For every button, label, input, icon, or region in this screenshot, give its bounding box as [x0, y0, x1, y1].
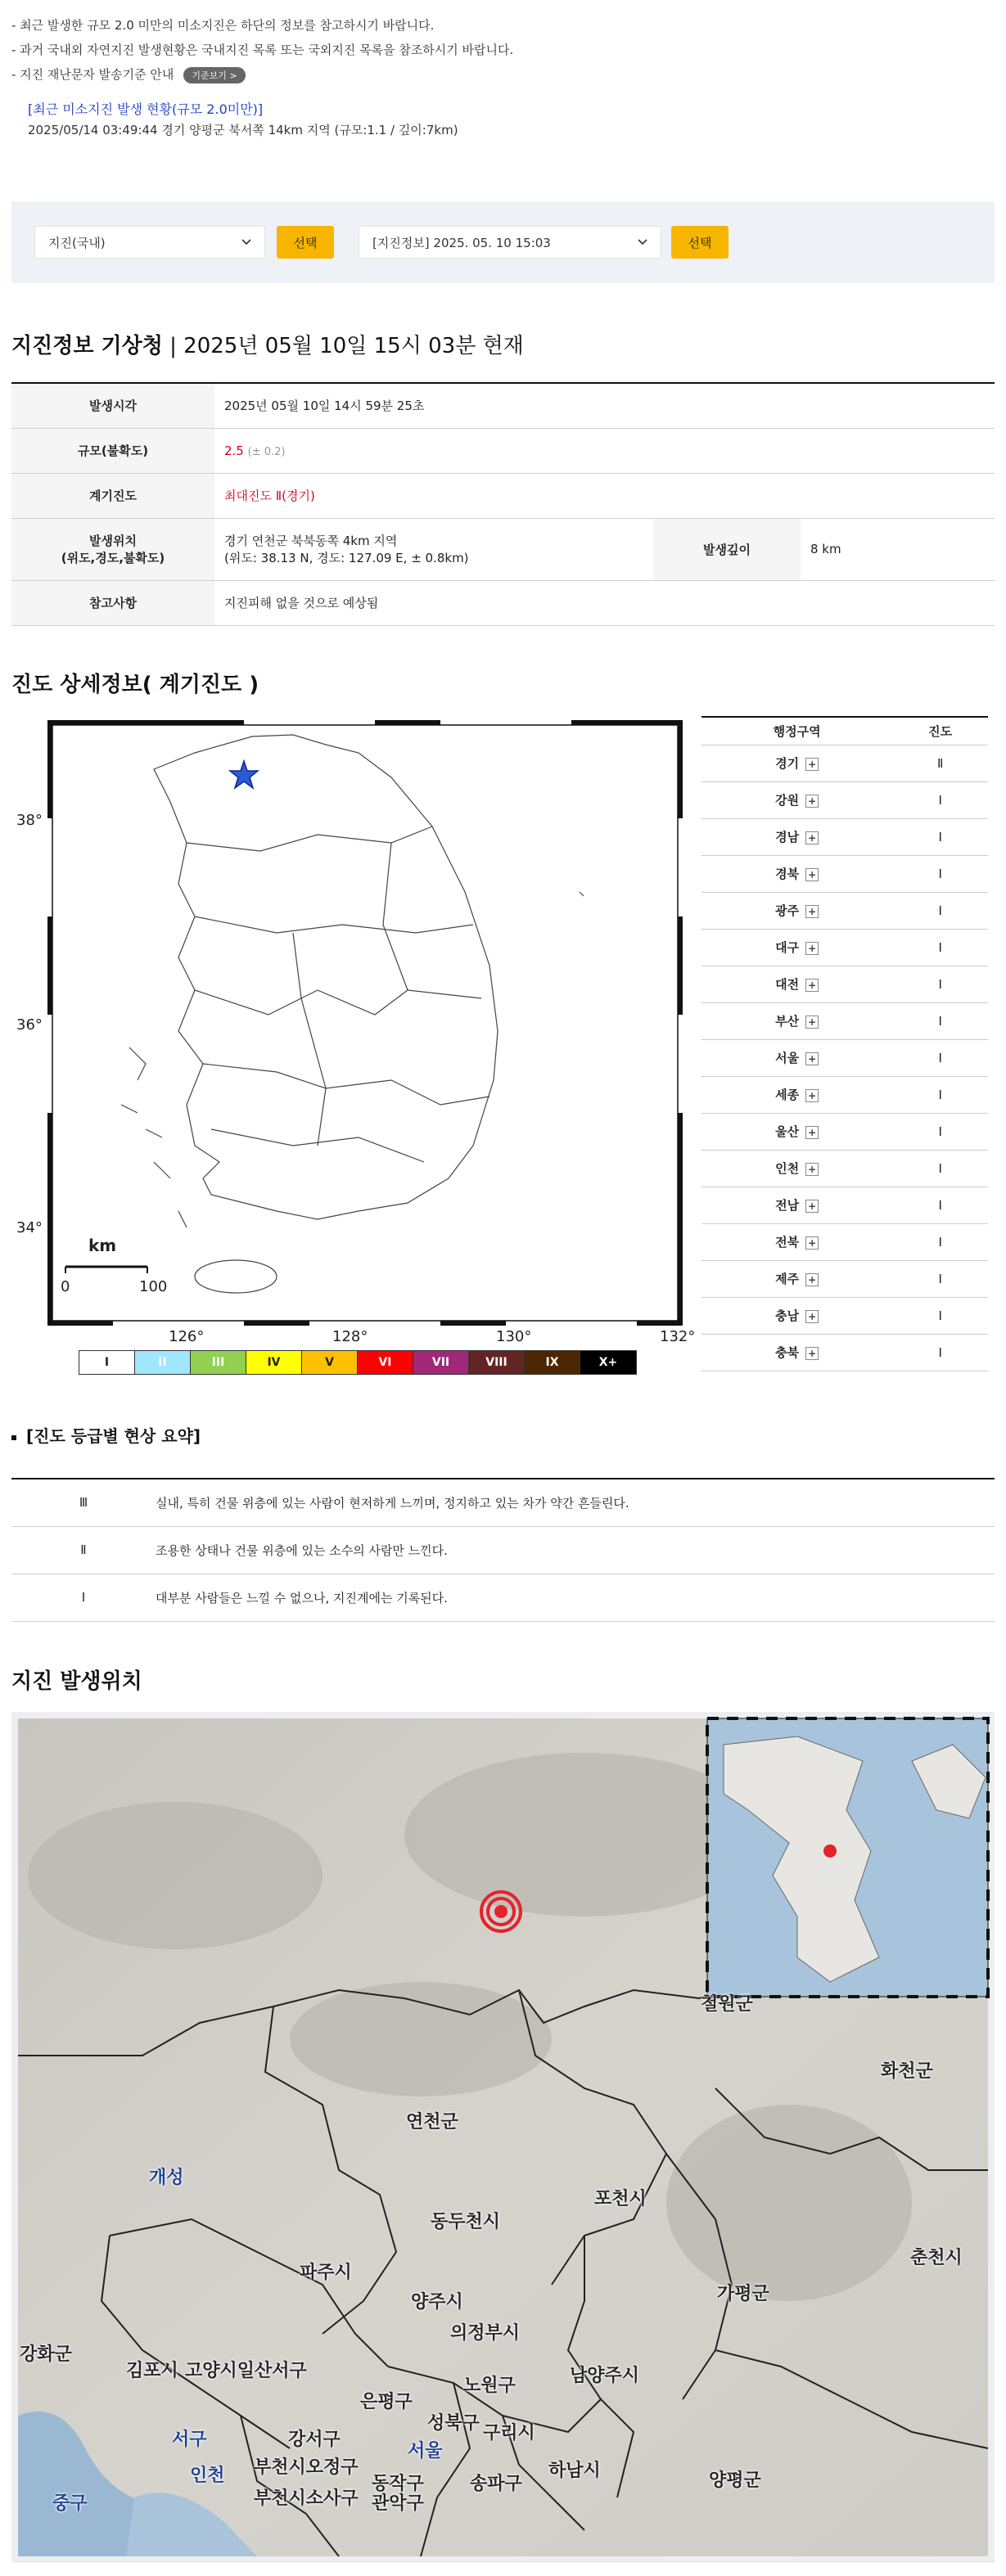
table-row	[11, 580, 995, 625]
select-panel	[11, 201, 995, 283]
table-row	[701, 1334, 988, 1371]
info-table	[11, 382, 995, 626]
table-row	[701, 1039, 988, 1076]
region-name: 대전	[775, 977, 800, 992]
map-scale-unit: km	[88, 1236, 117, 1255]
region-name: 세종	[775, 1088, 800, 1102]
region-level: Ⅱ	[892, 745, 988, 781]
expand-plus-icon[interactable]: +	[805, 868, 819, 881]
depth-value: 8 km	[801, 518, 995, 580]
map-place-label: 동두천시	[431, 2212, 501, 2232]
lat-label-34: 34°	[16, 1219, 43, 1236]
chevron-down-icon	[241, 239, 251, 245]
table-row	[701, 966, 988, 1002]
intensity-map	[47, 720, 683, 1326]
summary-title: [진도 등급별 현상 요약]	[11, 1423, 201, 1447]
map-place-label: 춘천시	[910, 2248, 963, 2268]
map-place-label: 노원구	[463, 2376, 516, 2396]
map-place-label: 성북구	[427, 2413, 480, 2434]
region-cell	[701, 1334, 892, 1371]
location-map	[11, 1712, 995, 2563]
magnitude-value: 2.5	[224, 443, 244, 458]
map-place-label: 하남시	[548, 2461, 601, 2481]
region-level: Ⅰ	[892, 1076, 988, 1113]
expand-plus-icon[interactable]: +	[805, 1347, 819, 1360]
intensity-label: 계기진도	[11, 473, 214, 518]
scale-level-8: IX	[525, 1351, 580, 1374]
map-scale-zero: 0	[61, 1278, 70, 1295]
map-place-label: 김포시	[126, 2361, 178, 2381]
expand-plus-icon[interactable]: +	[805, 1236, 819, 1250]
region-level: Ⅰ	[892, 781, 988, 818]
criteria-button[interactable]: 기준보기 >	[183, 67, 245, 83]
scale-level-1: II	[135, 1351, 191, 1374]
location-label	[11, 518, 214, 580]
map-place-label: 부천시소사구	[254, 2488, 359, 2509]
table-row	[701, 1002, 988, 1039]
table-row	[11, 1479, 995, 1526]
expand-plus-icon[interactable]: +	[805, 795, 819, 808]
region-level: Ⅰ	[892, 818, 988, 855]
time-label: 발생시각	[11, 383, 214, 428]
region-name: 강원	[775, 793, 800, 808]
scale-level-7: VIII	[469, 1351, 525, 1374]
location-value-1: 경기 연천군 북북동쪽 4km 지역	[224, 534, 398, 548]
region-cell	[701, 1223, 892, 1260]
table-row	[701, 781, 988, 818]
region-name: 전북	[775, 1235, 800, 1250]
region-name: 충남	[775, 1308, 800, 1323]
summary-level: Ⅰ	[11, 1574, 156, 1621]
info-table-wrap	[11, 382, 995, 626]
map-place-label: 동작구	[372, 2474, 424, 2494]
map-place-label: 구리시	[483, 2423, 535, 2443]
intensity-scale-legend	[79, 1350, 637, 1375]
location-value-2: (위도: 38.13 N, 경도: 127.09 E, ± 0.8km)	[224, 551, 469, 565]
region-name: 서울	[775, 1051, 800, 1065]
region-level: Ⅰ	[892, 966, 988, 1002]
depth-label: 발생깊이	[653, 518, 801, 580]
region-name: 경기	[775, 756, 800, 771]
map-place-label: 양주시	[411, 2292, 463, 2313]
region-name: 울산	[775, 1124, 800, 1139]
map-place-label: 인천	[190, 2466, 225, 2486]
table-row	[701, 1113, 988, 1150]
notice-alert	[11, 65, 246, 83]
region-level: Ⅰ	[892, 1187, 988, 1223]
map-place-label: 관악구	[372, 2493, 424, 2514]
expand-plus-icon[interactable]: +	[805, 1310, 819, 1323]
table-row	[701, 745, 988, 781]
report-value: [지진정보] 2025. 05. 10 15:03	[372, 235, 551, 250]
report-select[interactable]	[359, 226, 661, 259]
report-select-button[interactable]: 선택	[671, 226, 729, 259]
lon-label-130: 130°	[496, 1328, 532, 1345]
map-place-label: 남양주시	[570, 2366, 640, 2386]
scale-level-0: I	[79, 1351, 135, 1374]
table-row	[701, 1223, 988, 1260]
region-name: 광주	[775, 903, 800, 918]
table-header-row	[701, 717, 988, 745]
type-select-button[interactable]: 선택	[277, 226, 334, 259]
magnitude-uncertainty: (± 0.2)	[247, 445, 286, 458]
region-level: Ⅰ	[892, 1260, 988, 1297]
region-level: Ⅰ	[892, 1297, 988, 1334]
region-level: Ⅰ	[892, 929, 988, 966]
map-place-label: 중구	[52, 2493, 88, 2514]
lat-label-38: 38°	[16, 812, 43, 829]
map-place-label: 가평군	[717, 2284, 769, 2304]
info-title-main: 지진정보 기상청	[11, 334, 163, 358]
map-place-label: 양평군	[709, 2470, 761, 2491]
table-row	[701, 855, 988, 892]
map-place-label: 파주시	[300, 2263, 352, 2283]
scale-level-6: VII	[413, 1351, 469, 1374]
region-cell	[701, 1150, 892, 1187]
map-scale-bar	[65, 1267, 147, 1273]
region-cell	[701, 1039, 892, 1076]
map-place-label: 화천군	[881, 2061, 933, 2082]
location-label-1: 발생위치	[89, 534, 137, 548]
table-row	[701, 892, 988, 929]
scale-level-5: VI	[358, 1351, 413, 1374]
region-name: 경북	[775, 867, 800, 881]
map-frame-ticks	[47, 720, 683, 1326]
expand-plus-icon[interactable]: +	[805, 1089, 819, 1102]
map-place-label: 부천시오정구	[254, 2457, 359, 2478]
summary-text: 실내, 특히 건물 위층에 있는 사람이 현저하게 느끼며, 정지하고 있는 차가 약간 흔들린다.	[156, 1479, 995, 1526]
region-cell	[701, 966, 892, 1002]
scale-level-2: III	[191, 1351, 246, 1374]
region-level: Ⅰ	[892, 1113, 988, 1150]
region-level: Ⅰ	[892, 1223, 988, 1260]
location-label-2: (위도,경도,불확도)	[61, 551, 165, 565]
recent-micro-item: 2025/05/14 03:49:44 경기 양평군 북서쪽 14km 지역 (규모:1.1 / 깊이:7km)	[28, 123, 458, 137]
intensity-header: 진도	[892, 717, 988, 745]
table-row	[701, 1187, 988, 1223]
time-value: 2025년 05월 10일 14시 59분 25초	[214, 383, 995, 428]
region-name: 대구	[775, 940, 800, 955]
expand-plus-icon[interactable]: +	[805, 1163, 819, 1176]
table-row	[701, 929, 988, 966]
expand-plus-icon[interactable]: +	[805, 1052, 819, 1065]
location-value	[214, 518, 653, 580]
reference-label: 참고사항	[11, 580, 214, 625]
location-title: 지진 발생위치	[11, 1669, 142, 1694]
region-cell	[701, 1187, 892, 1223]
scale-level-3: IV	[246, 1351, 302, 1374]
magnitude-label: 규모(불확도)	[11, 428, 214, 473]
map-place-label: 의정부시	[450, 2323, 521, 2344]
map-place-label: 송파구	[470, 2474, 522, 2494]
map-scale-hundred: 100	[139, 1278, 168, 1295]
summary-table	[11, 1478, 995, 1622]
region-cell	[701, 1297, 892, 1334]
expand-plus-icon[interactable]: +	[805, 1126, 819, 1139]
expand-plus-icon[interactable]: +	[805, 831, 819, 844]
detail-title: 진도 상세정보( 계기진도 )	[11, 673, 259, 697]
map-place-label: 연천군	[406, 2112, 458, 2132]
region-level: Ⅰ	[892, 1039, 988, 1076]
expand-plus-icon[interactable]: +	[805, 1016, 819, 1029]
inset-map	[707, 1718, 988, 1997]
expand-plus-icon[interactable]: +	[805, 758, 819, 771]
region-cell	[701, 1113, 892, 1150]
table-row	[11, 1526, 995, 1574]
table-row	[11, 428, 995, 473]
table-row	[701, 1076, 988, 1113]
summary-text: 대부분 사람들은 느낄 수 없으나, 지진계에는 기록된다.	[156, 1574, 995, 1621]
region-name: 인천	[775, 1161, 800, 1176]
region-cell	[701, 818, 892, 855]
expand-plus-icon[interactable]: +	[805, 979, 819, 992]
region-level: Ⅰ	[892, 892, 988, 929]
notice-micro: - 최근 발생한 규모 2.0 미만의 미소지진은 하단의 정보를 참고하시기 바랍니다.	[11, 18, 435, 33]
region-cell	[701, 1260, 892, 1297]
summary-level: Ⅱ	[11, 1526, 156, 1574]
map-place-label: 포천시	[594, 2189, 647, 2209]
region-cell	[701, 1002, 892, 1039]
summary-text: 조용한 상태나 건물 위층에 있는 소수의 사람만 느낀다.	[156, 1526, 995, 1574]
korea-outline	[121, 735, 584, 1293]
region-cell	[701, 745, 892, 781]
notice-alert-text: - 지진 재난문자 발송기준 안내	[11, 67, 174, 82]
intensity-value: 최대진도 Ⅱ(경기)	[214, 473, 995, 518]
epicenter-star-icon	[230, 761, 258, 788]
table-row	[701, 1260, 988, 1297]
info-title	[11, 329, 524, 359]
quake-type-select[interactable]	[34, 226, 265, 259]
map-place-label: 강서구	[288, 2430, 341, 2450]
region-table-wrap	[701, 716, 988, 1371]
table-row	[701, 1150, 988, 1187]
region-level: Ⅰ	[892, 855, 988, 892]
region-cell	[701, 929, 892, 966]
scale-level-4: V	[302, 1351, 358, 1374]
info-title-sub: | 2025년 05월 10일 15시 03분 현재	[162, 334, 524, 358]
region-name: 전남	[775, 1198, 800, 1213]
epicenter-marker-icon	[481, 1892, 521, 1931]
lon-label-128: 128°	[332, 1328, 368, 1345]
table-row	[11, 1574, 995, 1621]
scale-level-9: X+	[580, 1351, 636, 1374]
expand-plus-icon[interactable]: +	[805, 1200, 819, 1213]
map-place-label: 서울	[408, 2441, 443, 2461]
expand-plus-icon[interactable]: +	[805, 1273, 819, 1286]
map-place-label: 강화군	[20, 2344, 72, 2365]
lon-label-126: 126°	[169, 1328, 205, 1345]
region-name: 충북	[775, 1345, 800, 1360]
map-place-label: 철원군	[701, 1994, 753, 2015]
map-place-label: 서구	[172, 2430, 207, 2450]
quake-type-value: 지진(국내)	[48, 235, 106, 250]
chevron-down-icon	[638, 239, 647, 245]
map-place-label: 은평구	[360, 2392, 413, 2412]
region-level: Ⅰ	[892, 1002, 988, 1039]
lat-label-36: 36°	[16, 1016, 43, 1034]
region-intensity-table	[701, 716, 988, 1371]
region-cell	[701, 892, 892, 929]
table-row	[701, 1297, 988, 1334]
expand-plus-icon[interactable]: +	[805, 905, 819, 918]
table-row	[11, 383, 995, 428]
map-place-label: 개성	[149, 2168, 184, 2188]
notice-past: - 과거 국내외 자연지진 발생현황은 국내지진 목록 또는 국외지진 목록을 참조하시기 바랍니다.	[11, 43, 514, 57]
region-cell	[701, 781, 892, 818]
recent-micro-title[interactable]: [최근 미소지진 발생 현황(규모 2.0미만)]	[28, 101, 264, 117]
map-place-label: 고양시일산서구	[185, 2361, 307, 2381]
region-cell	[701, 855, 892, 892]
region-name: 부산	[775, 1014, 800, 1029]
reference-value: 지진피해 없을 것으로 예상됨	[214, 580, 995, 625]
region-header: 행정구역	[701, 717, 892, 745]
summary-level: Ⅲ	[11, 1479, 156, 1526]
region-level: Ⅰ	[892, 1150, 988, 1187]
region-name: 경남	[775, 830, 800, 844]
expand-plus-icon[interactable]: +	[805, 942, 819, 955]
summary-table-wrap	[11, 1478, 995, 1622]
region-cell	[701, 1076, 892, 1113]
intensity-map-svg	[47, 720, 683, 1326]
table-row	[11, 473, 995, 518]
region-name: 제주	[775, 1272, 800, 1286]
table-row	[701, 818, 988, 855]
region-level: Ⅰ	[892, 1334, 988, 1371]
magnitude-cell	[214, 428, 995, 473]
lon-label-132: 132°	[660, 1328, 696, 1345]
table-row	[11, 518, 995, 580]
